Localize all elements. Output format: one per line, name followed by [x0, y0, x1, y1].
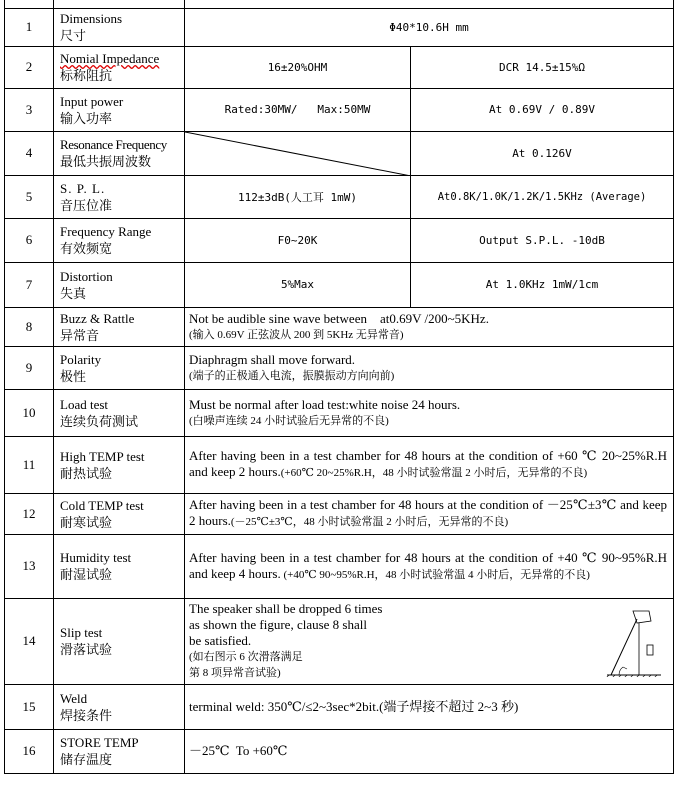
spec-condition: At0.8K/1.0K/1.2K/1.5KHz (Average) — [411, 175, 674, 218]
item-name-en: Dimensions — [60, 11, 123, 26]
not-applicable-cell — [185, 131, 411, 175]
row-number: 13 — [5, 534, 54, 598]
slip-description — [189, 601, 429, 681]
item-name-en: Cold TEMP test — [60, 497, 144, 513]
spec-table — [4, 0, 674, 774]
row-number: 9 — [5, 346, 54, 389]
item-name — [54, 598, 185, 684]
item-name — [54, 175, 185, 218]
description-cn: (－25℃±3℃，48 小时试验常温 2 小时后，无异常的不良) — [230, 516, 509, 528]
item-name-en: Resonance Frequency — [60, 137, 167, 152]
table-row — [5, 346, 674, 389]
spec-condition: DCR 14.5±15%Ω — [411, 46, 674, 88]
table-row-top-partial — [5, 0, 674, 8]
spec-table-container — [4, 0, 673, 787]
row-number: 14 — [5, 598, 54, 684]
item-name-en: High TEMP test — [60, 448, 145, 464]
row-number: 2 — [5, 46, 54, 88]
slip-test-figure-icon — [603, 609, 663, 677]
row-number: 10 — [5, 389, 54, 436]
row-number: 1 — [5, 8, 54, 46]
row-number: 4 — [5, 131, 54, 175]
table-row — [5, 389, 674, 436]
table-row — [5, 46, 674, 88]
item-name-cn: 焊接条件 — [60, 707, 113, 723]
item-name-cn: 耐寒试验 — [60, 514, 113, 530]
spec-value: Φ40*10.6H mm — [185, 8, 674, 46]
item-name — [54, 346, 185, 389]
description-cn: (+60℃ 20~25%R.H，48 小时试验常温 2 小时后，无异常的不良) — [280, 467, 588, 479]
item-name — [54, 131, 185, 175]
spec-condition: Output S.P.L. -10dB — [411, 218, 674, 262]
item-name-cn: 滑落试验 — [60, 642, 113, 657]
spec-description — [185, 534, 674, 598]
item-name-en: S. P. L. — [60, 180, 106, 196]
item-name-cn: 有效频宽 — [60, 241, 113, 256]
item-name-en: Weld — [60, 690, 88, 706]
item-name-en: Buzz & Rattle — [60, 310, 135, 326]
item-name-cn: 最低共振周波数 — [60, 154, 152, 169]
description-en: Diaphragm shall move forward. — [189, 351, 356, 367]
spec-description — [185, 307, 674, 346]
spec-value: 112±3dB(人工耳 1mW) — [185, 175, 411, 218]
item-name — [54, 8, 185, 46]
spec-value: 5%Max — [185, 262, 411, 307]
row-number: 3 — [5, 88, 54, 131]
spec-description — [185, 436, 674, 493]
diagonal-line — [185, 132, 411, 176]
description-en: －25℃ To +60℃ — [189, 743, 288, 758]
item-name-cn: 标称阻抗 — [60, 68, 113, 83]
description-cn: (输入 0.69V 正弦波从 200 到 5KHz 无异常音) — [189, 328, 404, 341]
item-name-cn: 音压位准 — [60, 197, 113, 213]
spec-description — [185, 684, 674, 729]
spec-description — [185, 389, 674, 436]
item-name-cn: 失真 — [60, 285, 87, 301]
table-row — [5, 436, 674, 493]
description-cn: (+40℃ 90~95%R.H，48 小时试验常温 4 小时后，无异常的不良) — [280, 568, 590, 581]
table-row — [5, 598, 674, 684]
row-number: 15 — [5, 684, 54, 729]
spec-value: 16±20%OHM — [185, 46, 411, 88]
table-row — [5, 88, 674, 131]
item-name-en: Slip test — [60, 625, 103, 640]
item-name-cn: 耐湿试验 — [60, 567, 113, 582]
description-en: Not be audible sine wave between at0.69V /200~5KHz. — [189, 310, 489, 326]
row-number: 11 — [5, 436, 54, 493]
spec-value: F0~20K — [185, 218, 411, 262]
item-name — [54, 218, 185, 262]
item-name-cn: 连续负荷测试 — [60, 413, 139, 429]
spec-condition: At 0.126V — [411, 131, 674, 175]
description-cn: (白噪声连续 24 小时试验后无异常的不良) — [189, 414, 389, 427]
spec-description — [185, 598, 674, 684]
item-name — [54, 729, 185, 773]
spec-value: Rated:30MW/ Max:50MW — [185, 88, 411, 131]
item-name-en: Input power — [60, 93, 124, 109]
spec-description — [185, 493, 674, 534]
item-name-en: Distortion — [60, 268, 113, 284]
item-name-cn: 耐热试验 — [60, 465, 113, 481]
table-row — [5, 729, 674, 773]
item-name-en: Load test — [60, 396, 109, 412]
description-en: Must be normal after load test:white noise 24 hours. — [189, 396, 461, 412]
description-line-cn: (如右图示 6 次滑落满足 — [189, 651, 303, 663]
item-name-en: Humidity test — [60, 550, 132, 565]
item-name-en: Frequency Range — [60, 224, 152, 239]
description-line: as shown the figure, clause 8 shall — [189, 617, 367, 632]
item-name — [54, 436, 185, 493]
item-name — [54, 684, 185, 729]
table-row — [5, 218, 674, 262]
row-number: 5 — [5, 175, 54, 218]
item-name-en: STORE TEMP — [60, 735, 139, 750]
table-row — [5, 131, 674, 175]
item-name-cn: 输入功率 — [60, 110, 113, 126]
spec-description — [185, 729, 674, 773]
item-name — [54, 389, 185, 436]
table-row — [5, 684, 674, 729]
description-line: be satisfied. — [189, 633, 252, 648]
item-name-en: Nomial Impedance — [60, 51, 160, 66]
item-name — [54, 262, 185, 307]
item-name-en: Polarity — [60, 351, 102, 367]
description-cn: (端子焊接不超过 2~3 秒) — [379, 698, 519, 714]
item-name — [54, 46, 185, 88]
item-name-cn: 储存温度 — [60, 752, 113, 767]
item-name — [54, 307, 185, 346]
spec-condition: At 1.0KHz 1mW/1cm — [411, 262, 674, 307]
table-row — [5, 8, 674, 46]
item-name-cn: 异常音 — [60, 327, 100, 343]
description-en: terminal weld: 350℃/≤2~3sec*2bit. — [189, 698, 380, 714]
spec-condition: At 0.69V / 0.89V — [411, 88, 674, 131]
row-number: 6 — [5, 218, 54, 262]
row-number: 12 — [5, 493, 54, 534]
item-name-cn: 尺寸 — [60, 28, 87, 43]
item-name-cn: 极性 — [60, 368, 87, 384]
item-name — [54, 534, 185, 598]
row-number: 7 — [5, 262, 54, 307]
spec-description — [185, 346, 674, 389]
row-number: 8 — [5, 307, 54, 346]
item-name — [54, 88, 185, 131]
description-line: The speaker shall be dropped 6 times — [189, 601, 383, 616]
table-row — [5, 262, 674, 307]
description-en: After having been in a test chamber for 48 hours at the condition of +60 ℃ 20~25%R.H and keep 2 hours. — [189, 448, 667, 479]
item-name — [54, 493, 185, 534]
description-en: After having been in a test chamber for 48 hours at the condition of －25℃±3℃ and keep 2 hours. — [189, 497, 667, 528]
row-number: 16 — [5, 729, 54, 773]
description-en: After having been in a test chamber for 48 hours at the condition of +40 ℃ 90~95%R.H and keep 4 hours. — [189, 549, 667, 581]
table-row — [5, 307, 674, 346]
table-row — [5, 493, 674, 534]
description-line-cn: 第 8 项异常音试验) — [189, 667, 281, 679]
description-cn: (端子的正极通入电流，振膜振动方向向前) — [189, 369, 395, 382]
table-row — [5, 534, 674, 598]
table-row — [5, 175, 674, 218]
